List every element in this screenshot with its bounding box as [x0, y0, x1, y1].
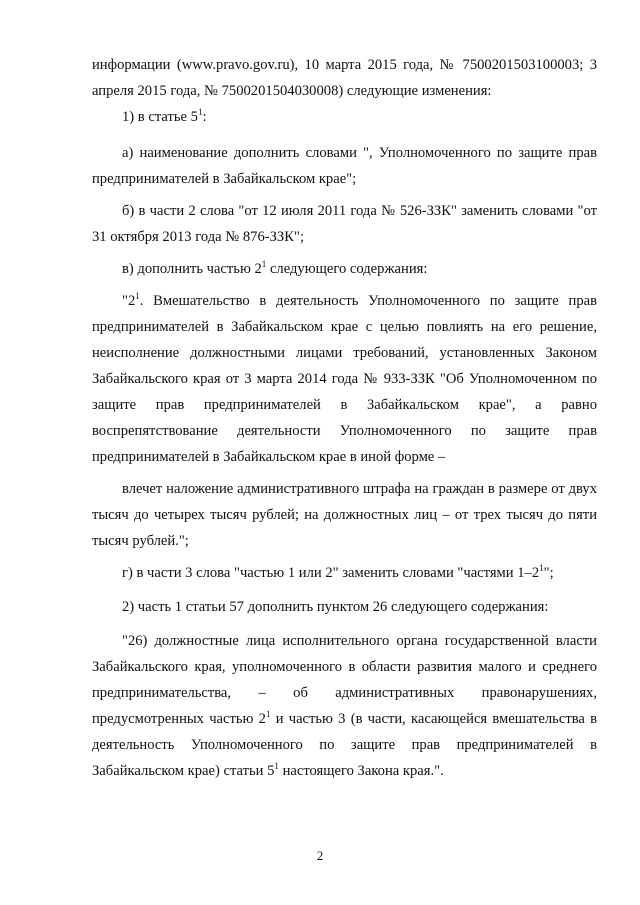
- paragraph-penalty: [92, 476, 597, 554]
- superscript: 1: [265, 709, 271, 719]
- paragraph-item-v: [92, 256, 597, 282]
- paragraph-text: :: [202, 109, 207, 125]
- superscript: 1: [274, 761, 279, 771]
- paragraph-text: б) в части 2 слова "от 12 июля 2011 года № 526-ЗЗК" заменить словами "от 31 октября 2013 года № 876-ЗЗК";: [92, 203, 597, 245]
- paragraph-item-2: [92, 594, 597, 620]
- paragraph-item-g: [92, 560, 597, 586]
- paragraph-text: "2: [122, 293, 136, 309]
- paragraph-text: информации (www.pravo.gov.ru), 10 марта 2015 года, № 7500201503100003; 3 апреля 2015 года, № 7500201504030008) следующие изменения:: [92, 57, 597, 99]
- paragraph-text: влечет наложение административного штрафа на граждан в размере от двух тысяч до четырех тысяч рублей; на должностных лиц – от трех тысяч до пяти тысяч рублей.";: [92, 481, 597, 549]
- paragraph-item-b: [92, 198, 597, 250]
- paragraph-text: и частью 3 (в части, касающейся вмешательства в деятельность Уполномоченного по защите прав предпринимателей в Забайкальском крае) статьи 5: [92, 711, 597, 779]
- paragraph-text: . Вмешательство в деятельность Уполномоченного по защите прав предпринимателей в Забайкальском крае с целью повлиять на его решение, неисполнение должностными лицами требований, установленных Законом Забайкальского края от 3 марта 2014 года № 933-ЗЗК "Об Уполномоченном по защите прав предпринимателей в Забайкальском крае", а равно воспрепятствование деятельности Уполномоченного по защите прав предпринимателей в Забайкальском крае в иной форме –: [92, 293, 597, 465]
- paragraph-text: 2) часть 1 статьи 57 дополнить пунктом 26 следующего содержания:: [122, 599, 549, 615]
- paragraph-text: следующего содержания:: [266, 261, 428, 277]
- page-number: 2: [316, 848, 324, 863]
- paragraph-item-1: [92, 104, 597, 130]
- paragraph-publication-info: [92, 52, 597, 104]
- paragraph-text: в) дополнить частью 2: [122, 261, 262, 277]
- paragraph-text: "26) должностные лица исполнительного органа государственной власти Забайкальского края, уполномоченного в области развития малого и среднего предпринимательства, – об административных правонарушениях, предусмотренных частью 2: [92, 633, 597, 727]
- superscript: 1: [539, 563, 544, 573]
- superscript: 1: [135, 291, 140, 301]
- paragraph-text: г) в части 3 слова "частью 1 или 2" заменить словами "частями 1–2: [122, 565, 540, 581]
- paragraph-point-26: [92, 628, 597, 784]
- paragraph-text: ";: [543, 565, 554, 581]
- paragraph-text: настоящего Закона края.".: [278, 763, 444, 779]
- superscript: 1: [261, 259, 267, 269]
- paragraph-text: 1) в статье 5: [122, 109, 198, 125]
- paragraph-text: а) наименование дополнить словами ", Уполномоченного по защите прав предпринимателей в Забайкальском крае";: [92, 145, 597, 187]
- paragraph-article-text: [92, 288, 597, 470]
- superscript: 1: [197, 107, 203, 117]
- paragraph-item-a: [92, 140, 597, 192]
